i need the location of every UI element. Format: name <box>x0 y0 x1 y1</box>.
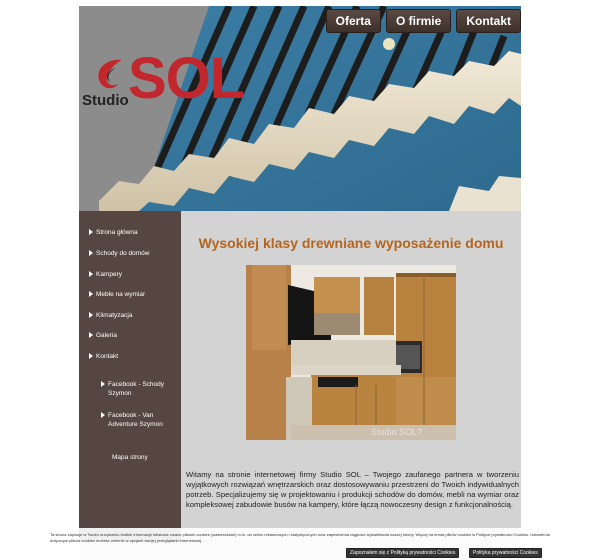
arrow-right-icon <box>89 353 93 359</box>
main-content <box>181 211 521 541</box>
kitchen-image <box>246 265 456 440</box>
arrow-right-icon <box>89 312 93 318</box>
sidebar-item-facebook-van[interactable]: Facebook - Van Adventure Szymon <box>101 411 171 429</box>
sidebar-item-facebook-schody[interactable]: Facebook - Schody Szymon <box>101 380 171 398</box>
sidebar-item-schody[interactable]: Schody do domów <box>89 249 149 258</box>
sidebar-item-galeria[interactable]: Galeria <box>89 331 117 340</box>
logo-studio-text: Studio <box>82 92 129 109</box>
sidebar-item-kontakt[interactable]: Kontakt <box>89 352 118 361</box>
arrow-right-icon <box>89 271 93 277</box>
sitemap-link[interactable]: Mapa strony <box>112 454 148 461</box>
nav-oferta[interactable]: Oferta <box>326 9 381 33</box>
intro-paragraph: Witamy na stronie internetowej firmy Studio SOL – Twojego zaufanego partnera w tworzeniu wyjątkowych rozwiązań wnętrzarskich oraz dostosowywaniu przestrzeni do Twoich indywidualnych potrzeb. Specjalizujemy się w projektowaniu i produkcji schodów do domów, mebli na wymiar oraz kompleksowej zabudowie busów na kampery, które łączą nowoczesny design z funkcjonalnością. <box>186 470 519 509</box>
arrow-right-icon <box>89 250 93 256</box>
logo-sol-text: SOL <box>128 46 245 111</box>
arrow-right-icon <box>89 229 93 235</box>
faded-heading: Studio SOL? <box>371 427 423 437</box>
sidebar-item-strona-glowna[interactable]: Strona główna <box>89 228 138 237</box>
arrow-right-icon <box>89 332 93 338</box>
top-nav <box>326 9 521 33</box>
sidebar-item-klimatyzacja[interactable]: Klimatyzacja <box>89 311 132 320</box>
header-banner <box>79 6 521 211</box>
page-title: Wysokiej klasy drewniane wyposażenie domu <box>198 235 504 251</box>
logo-swoosh-icon <box>92 56 126 96</box>
sidebar-item-kampery[interactable]: Kampery <box>89 270 122 279</box>
cookie-notice-text: Ta strona zapisuje w Twoim urządzeniu krótkie informacje tekstowe zwane plikami cookies (ciasteczkami) m.in. do celów reklamowych i statystycznych oraz zapewnienia ciągłości wyświetlania naszej strony. Więcej na temat plików cookies w Polityce prywatności Cookies. Ustawienia dotyczące plików cookies możesz zmienić w opcjach swojej przeglądarki internetowej. <box>50 532 550 543</box>
sidebar-nav <box>79 211 181 541</box>
studio-sol-logo[interactable] <box>82 46 245 112</box>
arrow-right-icon <box>89 291 93 297</box>
cookie-accept-button[interactable]: Zapoznałem się z Polityką prywatności Cookies <box>346 548 459 558</box>
arrow-right-icon <box>101 381 105 387</box>
nav-o-firmie[interactable]: O firmie <box>386 9 451 33</box>
page-container <box>79 6 521 560</box>
arrow-right-icon <box>101 412 105 418</box>
kitchen-photo <box>246 265 456 440</box>
cookie-policy-button[interactable]: Polityka prywatności Cookies <box>469 548 542 558</box>
sidebar-item-meble[interactable]: Meble na wymiar <box>89 290 145 299</box>
nav-kontakt[interactable]: Kontakt <box>456 9 521 33</box>
cookie-bar <box>0 528 600 560</box>
